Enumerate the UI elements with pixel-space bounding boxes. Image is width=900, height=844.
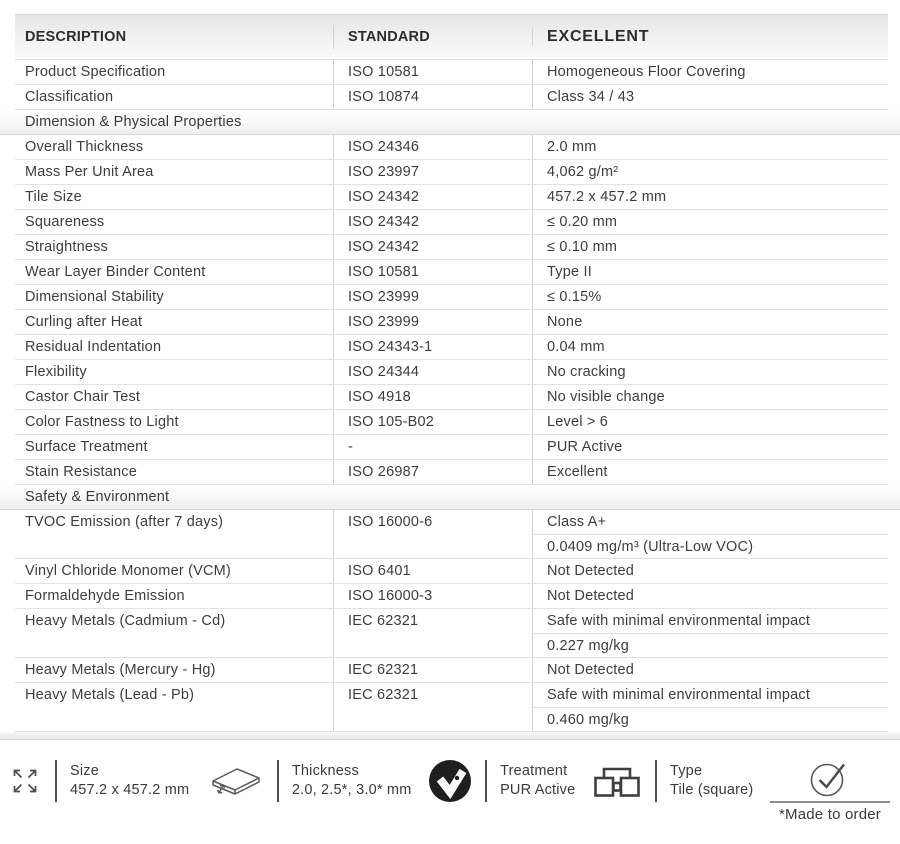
excellent-value: 4,062 g/m² bbox=[547, 164, 619, 180]
cell-description: Overall Thickness bbox=[25, 139, 144, 155]
cell-description: Heavy Metals (Cadmium - Cd) bbox=[25, 613, 226, 629]
cell-description: Mass Per Unit Area bbox=[25, 164, 154, 180]
table-row bbox=[15, 460, 888, 485]
note-divider-line bbox=[770, 801, 890, 803]
footer-type-value: Tile (square) bbox=[669, 782, 754, 798]
excellent-value: 0.04 mm bbox=[547, 339, 605, 355]
cell-standard: IEC 62321 bbox=[333, 658, 532, 682]
cell-excellent bbox=[532, 683, 888, 731]
cell-excellent bbox=[532, 85, 888, 109]
table-row bbox=[15, 260, 888, 285]
table-row bbox=[15, 385, 888, 410]
check-circle-icon bbox=[807, 756, 853, 800]
spec-table-body bbox=[0, 60, 900, 732]
cell-standard: ISO 16000-3 bbox=[333, 584, 532, 608]
excellent-value: ≤ 0.10 mm bbox=[547, 239, 618, 255]
table-row bbox=[15, 285, 888, 310]
footer-item-size bbox=[8, 756, 189, 806]
cell-excellent bbox=[532, 135, 888, 159]
cell-excellent bbox=[532, 260, 888, 284]
table-row bbox=[15, 658, 888, 683]
cell-description: Curling after Heat bbox=[25, 314, 143, 330]
cell-excellent bbox=[532, 609, 888, 657]
cell-standard: ISO 105-B02 bbox=[333, 410, 532, 434]
excellent-value: Safe with minimal environmental impact bbox=[547, 613, 811, 629]
column-header-excellent: EXCELLENT bbox=[532, 28, 888, 46]
cell-excellent bbox=[532, 559, 888, 583]
cell-description: Straightness bbox=[25, 239, 108, 255]
pur-treatment-icon bbox=[428, 759, 472, 803]
cell-excellent bbox=[532, 335, 888, 359]
excellent-value: Not Detected bbox=[547, 563, 635, 579]
cell-standard: ISO 24344 bbox=[333, 360, 532, 384]
table-row bbox=[15, 235, 888, 260]
cell-standard: ISO 6401 bbox=[333, 559, 532, 583]
cell-excellent bbox=[532, 385, 888, 409]
cell-excellent bbox=[532, 360, 888, 384]
excellent-value: Not Detected bbox=[547, 588, 635, 604]
cell-standard: ISO 10874 bbox=[333, 85, 532, 109]
footer-legend bbox=[8, 756, 890, 823]
footer-item-type bbox=[592, 756, 753, 806]
table-header-row bbox=[15, 14, 888, 60]
cell-standard: ISO 10581 bbox=[333, 260, 532, 284]
cell-description: Color Fastness to Light bbox=[25, 414, 179, 430]
cell-standard: - bbox=[333, 435, 532, 459]
cell-description: Residual Indentation bbox=[25, 339, 162, 355]
cell-description: Flexibility bbox=[25, 364, 87, 380]
footer-separator bbox=[655, 760, 657, 802]
excellent-value: Class A+ bbox=[547, 514, 607, 530]
cell-description: Classification bbox=[25, 89, 114, 105]
footer-type-label: Type bbox=[669, 763, 703, 779]
table-row bbox=[15, 85, 888, 110]
cell-excellent bbox=[532, 658, 888, 682]
excellent-value: ≤ 0.20 mm bbox=[547, 214, 618, 230]
table-section-row bbox=[0, 110, 900, 135]
cell-description: Stain Resistance bbox=[25, 464, 138, 480]
table-row bbox=[15, 510, 888, 559]
cell-description: Surface Treatment bbox=[25, 439, 148, 455]
cell-excellent bbox=[532, 310, 888, 334]
table-row bbox=[15, 160, 888, 185]
table-row bbox=[15, 60, 888, 85]
table-row bbox=[15, 210, 888, 235]
cell-standard: IEC 62321 bbox=[333, 609, 532, 657]
excellent-value: 2.0 mm bbox=[547, 139, 597, 155]
column-header-standard: STANDARD bbox=[333, 25, 532, 49]
table-row bbox=[15, 185, 888, 210]
table-row bbox=[15, 609, 888, 658]
cell-standard: IEC 62321 bbox=[333, 683, 532, 731]
cell-excellent bbox=[532, 185, 888, 209]
cell-excellent bbox=[532, 584, 888, 608]
cell-description: Heavy Metals (Lead - Pb) bbox=[25, 687, 195, 703]
excellent-value: Safe with minimal environmental impact bbox=[547, 687, 811, 703]
table-row bbox=[15, 683, 888, 732]
table-row bbox=[15, 584, 888, 609]
footer-thickness-value: 2.0, 2.5*, 3.0* mm bbox=[291, 782, 412, 798]
cell-standard: ISO 24342 bbox=[333, 235, 532, 259]
spec-table bbox=[0, 14, 900, 740]
excellent-value: Not Detected bbox=[547, 662, 635, 678]
cell-excellent bbox=[532, 60, 888, 84]
table-row bbox=[15, 559, 888, 584]
excellent-value: No cracking bbox=[547, 364, 626, 380]
table-row bbox=[15, 360, 888, 385]
cell-description: Heavy Metals (Mercury - Hg) bbox=[25, 662, 216, 678]
footer-treatment-label: Treatment bbox=[500, 763, 568, 779]
table-row bbox=[15, 335, 888, 360]
excellent-value: No visible change bbox=[547, 389, 665, 405]
excellent-value: Homogeneous Floor Covering bbox=[547, 64, 746, 80]
cell-excellent bbox=[532, 235, 888, 259]
excellent-value: 457.2 x 457.2 mm bbox=[547, 189, 667, 205]
table-row bbox=[15, 310, 888, 335]
cell-excellent bbox=[532, 210, 888, 234]
footer-separator bbox=[55, 760, 57, 802]
cell-standard: ISO 23999 bbox=[333, 310, 532, 334]
cell-description: Vinyl Chloride Monomer (VCM) bbox=[25, 563, 231, 579]
tile-thickness-icon bbox=[206, 760, 264, 802]
excellent-value: ≤ 0.15% bbox=[547, 289, 602, 305]
footer-size-value: 457.2 x 457.2 mm bbox=[70, 782, 190, 798]
cell-standard: ISO 24342 bbox=[333, 210, 532, 234]
cell-standard: ISO 24346 bbox=[333, 135, 532, 159]
footer-item-thickness bbox=[206, 756, 412, 806]
footer-separator bbox=[277, 760, 279, 802]
excellent-value: 0.460 mg/kg bbox=[533, 707, 888, 731]
cell-excellent bbox=[532, 160, 888, 184]
excellent-value: 0.227 mg/kg bbox=[533, 633, 888, 657]
cell-standard: ISO 24343-1 bbox=[333, 335, 532, 359]
footer-separator bbox=[485, 760, 487, 802]
table-row bbox=[15, 135, 888, 160]
cell-standard: ISO 24342 bbox=[333, 185, 532, 209]
cell-standard: ISO 26987 bbox=[333, 460, 532, 484]
table-row bbox=[15, 410, 888, 435]
cell-excellent bbox=[532, 435, 888, 459]
cell-standard: ISO 23997 bbox=[333, 160, 532, 184]
table-bottom-band bbox=[0, 732, 900, 740]
excellent-value: Type II bbox=[547, 264, 592, 280]
section-title: Dimension & Physical Properties bbox=[25, 114, 242, 130]
excellent-value: None bbox=[547, 314, 583, 330]
excellent-value: PUR Active bbox=[547, 439, 623, 455]
footer-treatment-value: PUR Active bbox=[500, 782, 576, 798]
tile-squares-icon bbox=[592, 762, 642, 800]
expand-arrows-icon bbox=[8, 764, 42, 798]
excellent-value: 0.0409 mg/m³ (Ultra-Low VOC) bbox=[533, 534, 888, 558]
excellent-value: Class 34 / 43 bbox=[547, 89, 635, 105]
made-to-order-label: *Made to order bbox=[778, 806, 881, 823]
made-to-order-note bbox=[770, 756, 890, 823]
excellent-value: Excellent bbox=[547, 464, 608, 480]
cell-description: Tile Size bbox=[25, 189, 82, 205]
table-row bbox=[15, 435, 888, 460]
cell-standard: ISO 10581 bbox=[333, 60, 532, 84]
footer-thickness-label: Thickness bbox=[291, 763, 359, 779]
table-section-row bbox=[0, 485, 900, 510]
cell-excellent bbox=[532, 410, 888, 434]
footer-size-label: Size bbox=[70, 763, 100, 779]
cell-description: Dimensional Stability bbox=[25, 289, 164, 305]
cell-description: TVOC Emission (after 7 days) bbox=[25, 514, 224, 530]
cell-excellent bbox=[532, 285, 888, 309]
cell-description: Squareness bbox=[25, 214, 105, 230]
cell-description: Wear Layer Binder Content bbox=[25, 264, 206, 280]
cell-standard: ISO 4918 bbox=[333, 385, 532, 409]
cell-description: Castor Chair Test bbox=[25, 389, 141, 405]
cell-excellent bbox=[532, 460, 888, 484]
cell-standard: ISO 23999 bbox=[333, 285, 532, 309]
column-header-description: DESCRIPTION bbox=[25, 29, 127, 45]
cell-standard: ISO 16000-6 bbox=[333, 510, 532, 558]
cell-description: Product Specification bbox=[25, 64, 166, 80]
footer-item-treatment bbox=[428, 756, 575, 806]
excellent-value: Level > 6 bbox=[547, 414, 609, 430]
section-title: Safety & Environment bbox=[25, 489, 170, 505]
cell-description: Formaldehyde Emission bbox=[25, 588, 185, 604]
cell-excellent bbox=[532, 510, 888, 558]
